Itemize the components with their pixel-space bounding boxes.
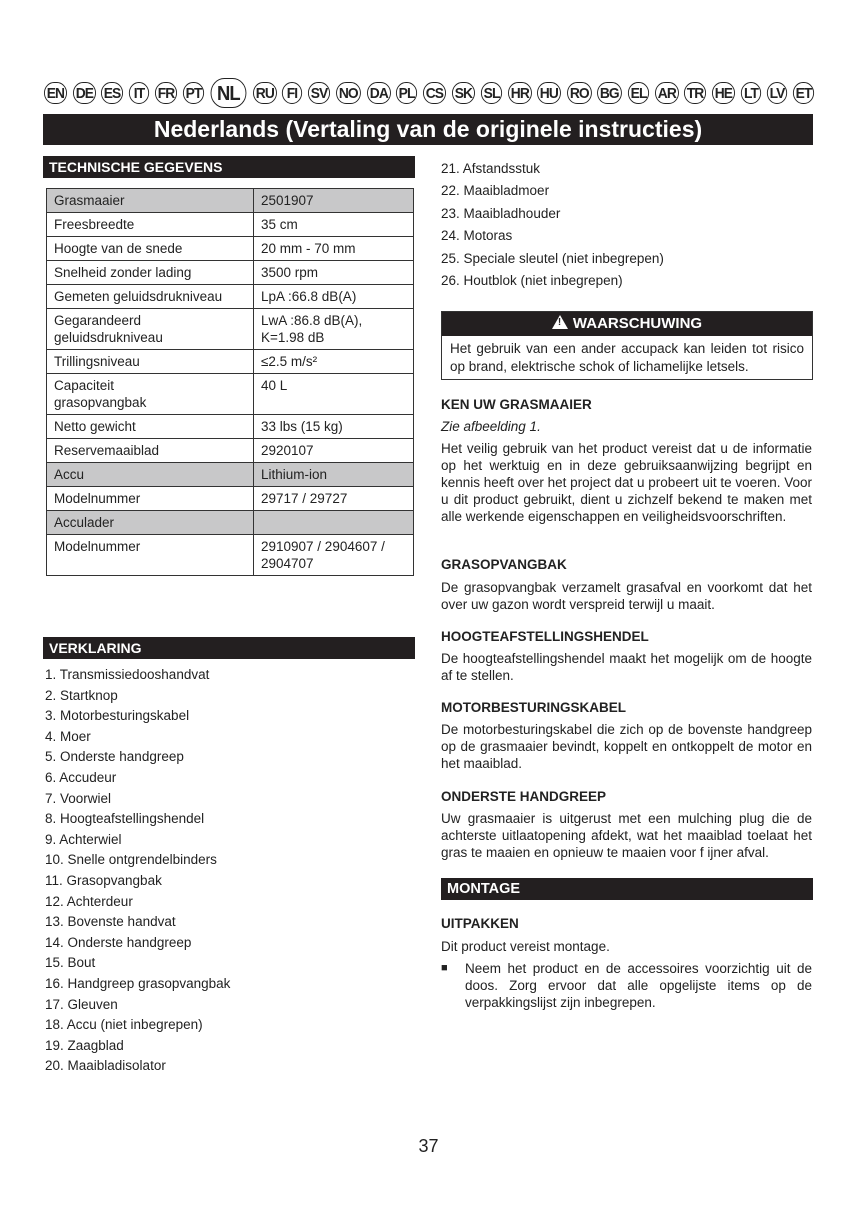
warning-triangle-icon: !: [552, 315, 568, 329]
spec-row: [47, 487, 414, 511]
warning-text: Het gebruik van een ander accupack kan leiden tot risico op brand, elektrische schok of lichamelijke letsels.: [450, 341, 804, 374]
language-tab-sv: SV: [308, 82, 330, 104]
warning-title: WAARSCHUWING: [572, 315, 703, 332]
legend-item: 23. Maaibladhouder: [441, 205, 561, 221]
spec-label: Trillingsniveau: [47, 350, 254, 374]
lower-handle-heading: ONDERSTE HANDGREEP: [441, 789, 607, 804]
spec-value: 40 L: [254, 374, 414, 415]
spec-row: [47, 350, 414, 374]
legend-item: 17. Gleuven: [45, 996, 118, 1012]
language-tab-et: ET: [793, 82, 814, 104]
legend-item: 14. Onderste handgreep: [45, 934, 192, 950]
language-tab-fi: FI: [282, 82, 302, 104]
language-tab-nl: NL: [211, 78, 247, 108]
language-tab-sl: SL: [481, 82, 502, 104]
spec-label: Grasmaaier: [47, 189, 254, 213]
language-tab-hr: HR: [508, 82, 532, 104]
legend-header: VERKLARING: [43, 637, 415, 659]
spec-label: Snelheid zonder lading: [47, 261, 254, 285]
language-bar: [43, 78, 815, 108]
lower-handle-text: Uw grasmaaier is uitgerust met een mulching plug die de achterste uitlaatopening afdekt, wat het maaiblad toelaat het gras te maaien en opnieuw te maaien voor f ijner afval.: [441, 811, 812, 860]
language-tab-pt: PT: [183, 82, 204, 104]
warning-box: [441, 311, 813, 380]
spec-label: Hoogte van de snede: [47, 237, 254, 261]
legend-item: 26. Houtblok (niet inbegrepen): [441, 273, 623, 289]
language-tab-bg: BG: [597, 82, 621, 104]
assembly-header: MONTAGE: [441, 878, 813, 900]
spec-label: Netto gewicht: [47, 415, 254, 439]
legend-list-left: [45, 665, 230, 1077]
legend-item: 9. Achterwiel: [45, 831, 122, 847]
spec-value: 33 lbs (15 kg): [254, 415, 414, 439]
legend-item: 20. Maaibladisolator: [45, 1058, 166, 1074]
spec-row: [47, 511, 414, 535]
spec-row: [47, 535, 414, 576]
spec-label: Acculader: [47, 511, 254, 535]
spec-label: Gemeten geluidsdrukniveau: [47, 285, 254, 309]
legend-item: 2. Startknop: [45, 687, 118, 703]
spec-value: 35 cm: [254, 213, 414, 237]
warning-header: [442, 312, 812, 336]
legend-item: 12. Achterdeur: [45, 893, 133, 909]
assembly-intro: Dit product vereist montage.: [441, 939, 610, 954]
legend-item: 5. Onderste handgreep: [45, 749, 184, 765]
spec-value: Lithium-ion: [254, 463, 414, 487]
spec-value: 2501907: [254, 189, 414, 213]
tech-specs-header: TECHNISCHE GEGEVENS: [43, 156, 415, 178]
spec-label: Modelnummer: [47, 535, 254, 576]
spec-label: Accu: [47, 463, 254, 487]
spec-value: LpA :66.8 dB(A): [254, 285, 414, 309]
spec-row: [47, 374, 414, 415]
legend-item: 10. Snelle ontgrendelbinders: [45, 852, 217, 868]
spec-value: 20 mm - 70 mm: [254, 237, 414, 261]
unpacking-bullet: [441, 960, 812, 1011]
page-number: 37: [418, 1136, 439, 1156]
legend-item: 16. Handgreep grasopvangbak: [45, 975, 231, 991]
spec-row: [47, 439, 414, 463]
language-tab-da: DA: [367, 82, 391, 104]
legend-item: 15. Bout: [45, 955, 96, 971]
tech-specs-table: [46, 188, 414, 576]
legend-item: 19. Zaagblad: [45, 1037, 124, 1053]
legend-item: 1. Transmissiedooshandvat: [45, 667, 210, 682]
language-tab-lv: LV: [767, 82, 787, 104]
language-tab-cs: CS: [423, 82, 446, 104]
language-tab-fr: FR: [155, 82, 177, 104]
language-tab-pl: PL: [396, 82, 417, 104]
spec-row: [47, 285, 414, 309]
grass-bag-heading: GRASOPVANGBAK: [441, 557, 567, 572]
language-tab-ar: AR: [655, 82, 679, 104]
legend-item: 24. Motoras: [441, 228, 513, 244]
spec-row: [47, 237, 414, 261]
spec-value: 2910907 / 2904607 / 2904707: [254, 535, 414, 576]
legend-item: 18. Accu (niet inbegrepen): [45, 1017, 203, 1033]
language-tab-el: EL: [628, 82, 649, 104]
legend-item: 11. Grasopvangbak: [45, 872, 162, 888]
spec-value: 29717 / 29727: [254, 487, 414, 511]
spec-label: Capaciteit grasopvangbak: [47, 374, 254, 415]
know-heading: KEN UW GRASMAAIER: [441, 397, 592, 412]
bullet-text: Neem het product en de accessoires voorzichtig uit de doos. Zorg ervoor dat alle opgelijste items op de verpakkingslijst zijn inbegrepen.: [465, 961, 812, 1010]
legend-item: 22. Maaibladmoer: [441, 183, 550, 199]
bullet-square-icon: ■: [441, 962, 448, 974]
page-title: Nederlands (Vertaling van de originele instructies): [43, 114, 813, 145]
language-tab-de: DE: [73, 82, 96, 104]
height-lever-text: De hoogteafstellingshendel maakt het mogelijk om de hoogte af te stellen.: [441, 651, 812, 683]
legend-item: 13. Bovenste handvat: [45, 914, 176, 930]
spec-label: Gegarandeerd geluidsdrukniveau: [47, 309, 254, 350]
spec-row: [47, 309, 414, 350]
language-tab-ru: RU: [253, 82, 277, 104]
spec-label: Freesbreedte: [47, 213, 254, 237]
know-text: Het veilig gebruik van het product vereist dat u de informatie op het werktuig en in deze gebruiksaanwijzing begrijpt en kennis heeft over het project dat u probeert uit te voeren. Voor u dit product gebruikt, dient u zichzelf bekend te maken met alle werkende eigenschappen en veiligheidsvoorschriften.: [441, 441, 812, 524]
language-tab-he: HE: [712, 82, 735, 104]
legend-list-right: [441, 158, 664, 292]
spec-value: ≤2.5 m/s²: [254, 350, 414, 374]
language-tab-hu: HU: [537, 82, 561, 104]
language-tab-ro: RO: [567, 82, 591, 104]
spec-row: [47, 415, 414, 439]
spec-row: [47, 463, 414, 487]
spec-value: LwA :86.8 dB(A), K=1.98 dB: [254, 309, 414, 350]
language-tab-no: NO: [336, 82, 360, 104]
legend-item: 21. Afstandsstuk: [441, 161, 541, 176]
spec-label: Modelnummer: [47, 487, 254, 511]
spec-row: [47, 213, 414, 237]
unpacking-heading: UITPAKKEN: [441, 916, 519, 931]
language-tab-tr: TR: [684, 82, 706, 104]
spec-value: 2920107: [254, 439, 414, 463]
legend-item: 8. Hoogteafstellingshendel: [45, 811, 205, 827]
language-tab-lt: LT: [741, 82, 761, 104]
motor-cable-heading: MOTORBESTURINGSKABEL: [441, 700, 627, 715]
legend-item: 7. Voorwiel: [45, 790, 112, 806]
spec-label: Reservemaaiblad: [47, 439, 254, 463]
legend-item: 3. Motorbesturingskabel: [45, 708, 190, 724]
spec-value: [254, 511, 414, 535]
language-tab-en: EN: [44, 82, 67, 104]
language-tab-it: IT: [129, 82, 149, 104]
figure-ref: Zie afbeelding 1.: [441, 419, 541, 434]
motor-cable-text: De motorbesturingskabel die zich op de bovenste handgreep op de grasmaaier bevindt, koppelt en ontkoppelt de motor en het maaiblad.: [441, 722, 812, 771]
language-tab-sk: SK: [452, 82, 475, 104]
grass-bag-text: De grasopvangbak verzamelt grasafval en voorkomt dat het over uw gazon wordt verspreid terwijl u maait.: [441, 580, 812, 612]
spec-row: [47, 261, 414, 285]
legend-item: 25. Speciale sleutel (niet inbegrepen): [441, 250, 664, 266]
spec-value: 3500 rpm: [254, 261, 414, 285]
language-tab-es: ES: [101, 82, 123, 104]
spec-row: [47, 189, 414, 213]
legend-item: 6. Accudeur: [45, 769, 117, 785]
legend-item: 4. Moer: [45, 728, 91, 744]
height-lever-heading: HOOGTEAFSTELLINGSHENDEL: [441, 629, 649, 644]
